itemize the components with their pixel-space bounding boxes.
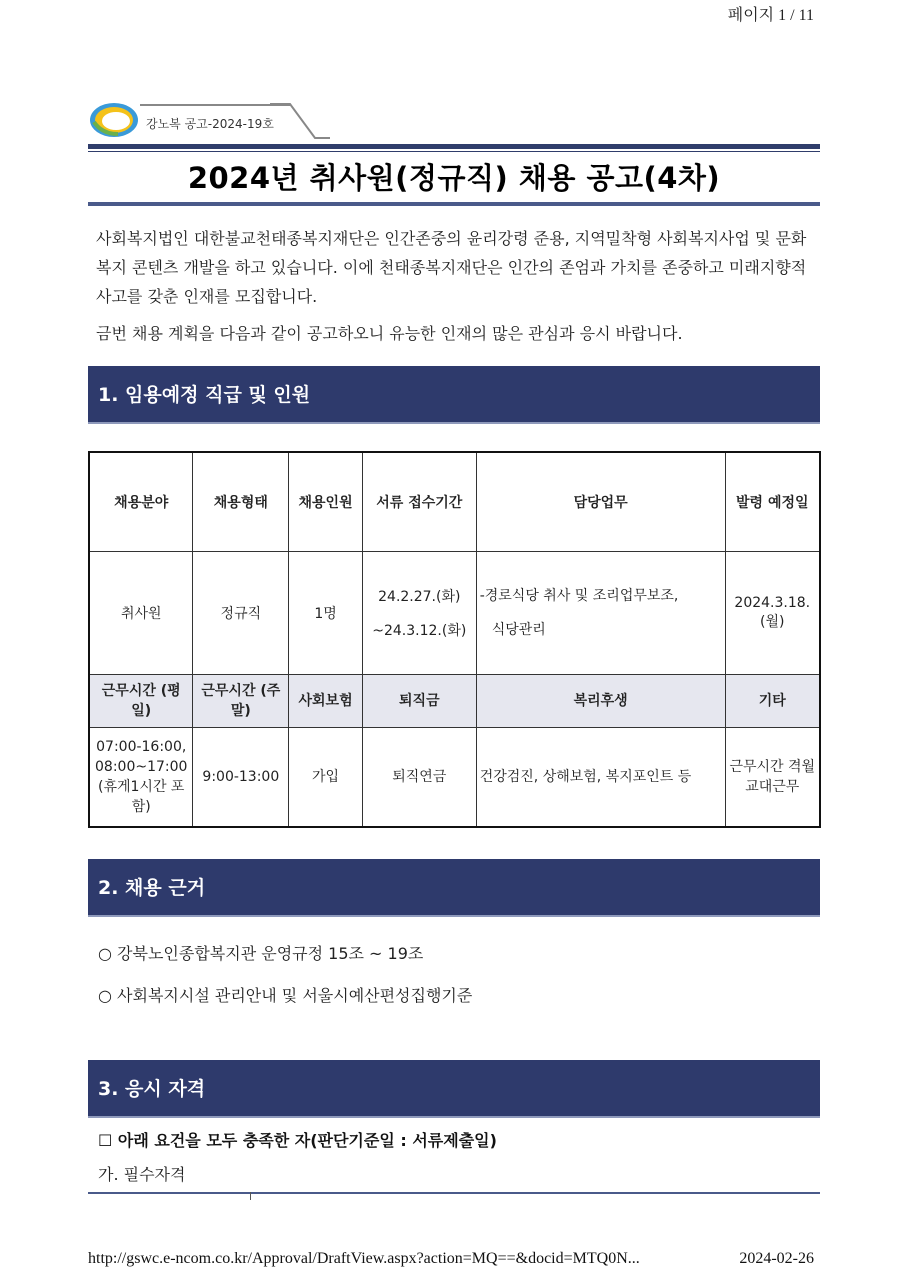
organization-logo bbox=[88, 100, 140, 140]
duty-line-2: 식당관리 bbox=[491, 622, 546, 638]
duty-line-1: -경로식당 취사 및 조리업무보조, bbox=[479, 588, 679, 604]
footer-url: http://gswc.e-ncom.co.kr/Approval/DraftView.aspx?action=MQ==&docid=MTQ0N... bbox=[88, 1250, 640, 1267]
header-field: 채용분야 bbox=[89, 452, 193, 552]
basis-item: ○ 강북노인종합복지관 운영규정 15조 ~ 19조 bbox=[98, 944, 424, 963]
footer-date: 2024-02-26 bbox=[739, 1250, 814, 1267]
intro-paragraph-2: 금번 채용 계획을 다음과 같이 공고하오니 유능한 인재의 많은 관심과 응시 바랍니다. bbox=[96, 324, 683, 343]
period-start: 24.2.27.(화) bbox=[378, 589, 461, 605]
page-number: 페이지 1 / 11 bbox=[727, 7, 814, 24]
cell-field: 취사원 bbox=[89, 552, 193, 675]
cell-type: 정규직 bbox=[193, 552, 289, 675]
cell-period bbox=[362, 552, 476, 675]
cell-severance: 퇴직연금 bbox=[362, 728, 476, 828]
period-end: ~24.3.12.(화) bbox=[372, 623, 467, 639]
table-header-row-2 bbox=[89, 675, 820, 728]
header-welfare: 복리후생 bbox=[476, 675, 725, 728]
header-duty: 담당업무 bbox=[476, 452, 725, 552]
requirement-subheading: 가. 필수자격 bbox=[98, 1165, 186, 1184]
header-weekend-hours: 근무시간 (주말) bbox=[193, 675, 289, 728]
cell-welfare: 건강검진, 상해보험, 복지포인트 등 bbox=[476, 728, 725, 828]
cell-etc: 근무시간 격월 교대근무 bbox=[725, 728, 820, 828]
header-type: 채용형태 bbox=[193, 452, 289, 552]
cell-insurance: 가입 bbox=[289, 728, 363, 828]
table-row bbox=[89, 552, 820, 675]
table-header-row bbox=[89, 452, 820, 552]
table-top-rule bbox=[88, 1192, 820, 1194]
requirement-heading: ☐ 아래 요건을 모두 충족한 자(판단기준일 : 서류제출일) bbox=[98, 1131, 497, 1150]
header-period: 서류 접수기간 bbox=[362, 452, 476, 552]
cell-appoint: 2024.3.18.(월) bbox=[725, 552, 820, 675]
table-column-tick bbox=[250, 1192, 251, 1200]
intro-paragraph: 사회복지법인 대한불교천태종복지재단은 인간존중의 윤리강령 준용, 지역밀착형 사회복지사업 및 문화복지 콘텐츠 개발을 하고 있습니다. 이에 천태종복지재단은 인간의 존엄과 가치를 존중하고 미래지향적 사고를 갖춘 인재를 모집합니다. bbox=[96, 229, 807, 306]
tab-divider bbox=[270, 102, 330, 142]
section-heading-qualification: 3. 응시 자격 bbox=[88, 1060, 820, 1118]
recruitment-table bbox=[88, 451, 821, 828]
section-heading-basis: 2. 채용 근거 bbox=[88, 859, 820, 917]
header-insurance: 사회보험 bbox=[289, 675, 363, 728]
cell-weekday-hours: 07:00-16:00, 08:00~17:00 (휴게1시간 포함) bbox=[89, 728, 193, 828]
title-bottom-rule bbox=[88, 202, 820, 206]
header-severance: 퇴직금 bbox=[362, 675, 476, 728]
section-heading-positions: 1. 임용예정 직급 및 인원 bbox=[88, 366, 820, 424]
cell-weekend-hours: 9:00-13:00 bbox=[193, 728, 289, 828]
header-appoint: 발령 예정일 bbox=[725, 452, 820, 552]
basis-item: ○ 사회복지시설 관리안내 및 서울시예산편성집행기준 bbox=[98, 986, 473, 1005]
cell-count: 1명 bbox=[289, 552, 363, 675]
page-title: 2024년 취사원(정규직) 채용 공고(4차) bbox=[187, 161, 721, 195]
header-count: 채용인원 bbox=[289, 452, 363, 552]
document-number: 강노복 공고-2024-19호 bbox=[140, 104, 290, 138]
table-row bbox=[89, 728, 820, 828]
header-etc: 기타 bbox=[725, 675, 820, 728]
cell-duty bbox=[476, 552, 725, 675]
title-top-thin-rule bbox=[88, 151, 820, 152]
title-top-rule bbox=[88, 144, 820, 149]
header-weekday-hours: 근무시간 (평일) bbox=[89, 675, 193, 728]
